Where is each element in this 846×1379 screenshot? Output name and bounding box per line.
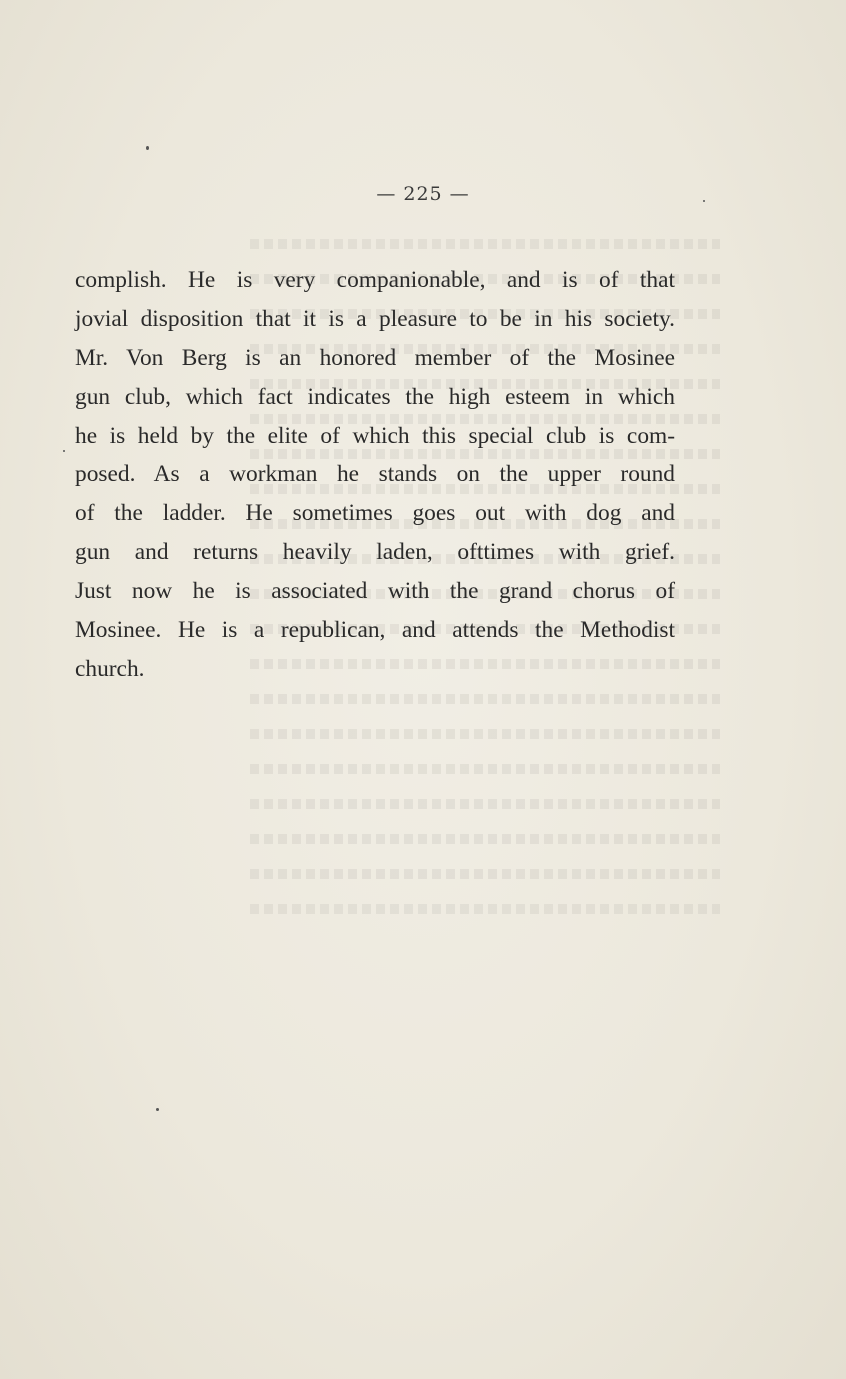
text-line: of the ladder. He sometimes goes out with dog and [75, 500, 675, 527]
paper-speck [146, 146, 149, 150]
text-line: church. [75, 655, 145, 682]
text-line: gun club, which fact indicates the high esteem in which [75, 383, 675, 410]
text-line: Mosinee. He is a republican, and attends the Methodist [75, 617, 675, 644]
text-line: posed. As a workman he stands on the upper round [75, 461, 675, 488]
paper-speck [63, 450, 65, 452]
text-line: jovial disposition that it is a pleasure to be in his society. [75, 305, 675, 332]
body-text [75, 261, 675, 689]
page-number: — 225 — [376, 183, 470, 205]
text-line: he is held by the elite of which this special club is com- [75, 422, 675, 449]
text-line: Mr. Von Berg is an honored member of the Mosinee [75, 344, 675, 371]
paper-speck [156, 1108, 159, 1111]
text-line: Just now he is associated with the grand chorus of [75, 578, 675, 605]
text-line: complish. He is very companionable, and is of that [75, 267, 675, 293]
text-line: gun and returns heavily laden, ofttimes with grief. [75, 539, 675, 566]
